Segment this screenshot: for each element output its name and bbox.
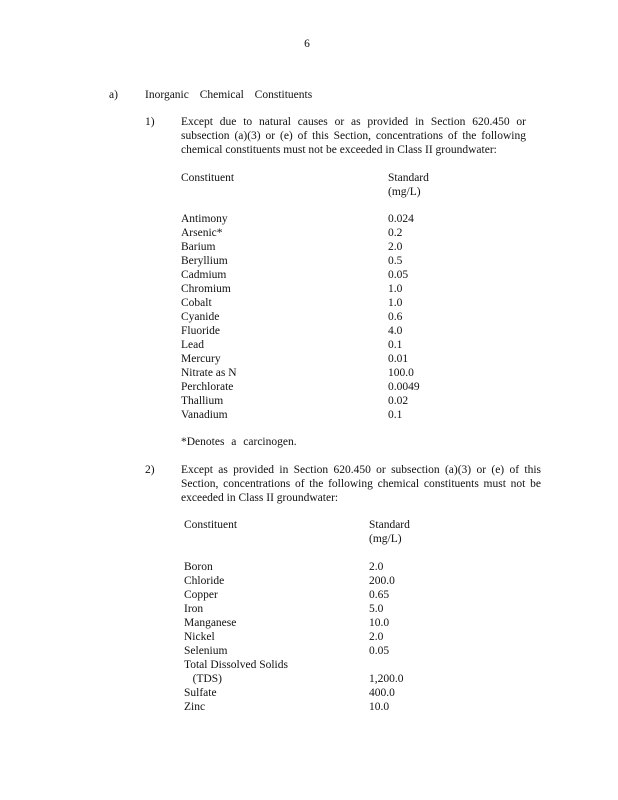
table-row	[181, 240, 441, 254]
table-row	[184, 574, 424, 588]
constituent-name: Nickel	[184, 631, 215, 643]
constituent-name: Cadmium	[181, 269, 227, 281]
standard-value: 2.0	[369, 631, 384, 643]
standard-value: 10.0	[369, 701, 390, 713]
section-label: a)	[109, 89, 118, 101]
constituent-name: Nitrate as N	[181, 367, 237, 379]
section-title: Inorganic Chemical Constituents	[145, 89, 313, 101]
item-1-number: 1)	[145, 116, 155, 128]
constituent-name: Antimony	[181, 213, 228, 225]
constituent-name: Fluoride	[181, 325, 220, 337]
table-row	[181, 212, 441, 226]
constituent-name: Total Dissolved Solids	[184, 659, 288, 671]
standard-value: 4.0	[388, 325, 403, 337]
table-row	[181, 408, 441, 422]
constituent-name: Boron	[184, 561, 213, 573]
table-row	[181, 254, 441, 268]
footnote: *Denotes a carcinogen.	[181, 436, 297, 448]
table-row	[184, 588, 424, 602]
table-2-header-constituent: Constituent	[184, 519, 238, 531]
standard-value: 400.0	[369, 687, 395, 699]
table-row	[181, 282, 441, 296]
standard-value: 100.0	[388, 367, 414, 379]
standard-value: 0.01	[388, 353, 409, 365]
table-row	[184, 644, 424, 658]
standard-value: 0.2	[388, 227, 403, 239]
table-row	[181, 352, 441, 366]
constituent-name: Chromium	[181, 283, 231, 295]
standard-value: 0.6	[388, 311, 403, 323]
page-number: 6	[304, 38, 310, 50]
standard-value: 0.0049	[388, 381, 420, 393]
table-1-header-standard: Standard	[388, 172, 429, 184]
table-row	[181, 296, 441, 310]
standard-value: 2.0	[388, 241, 403, 253]
constituent-name: Mercury	[181, 353, 221, 365]
standard-value: 0.1	[388, 339, 403, 351]
table-1-header-constituent: Constituent	[181, 172, 235, 184]
table-row	[184, 700, 424, 714]
constituent-name: Sulfate	[184, 687, 217, 699]
table-row	[181, 380, 441, 394]
standard-value: 5.0	[369, 603, 384, 615]
constituent-name: Lead	[181, 339, 204, 351]
table-2	[184, 560, 424, 714]
constituent-name: Copper	[184, 589, 218, 601]
table-2-header-unit: (mg/L)	[369, 533, 402, 545]
standard-value: 0.65	[369, 589, 390, 601]
constituent-name: Cobalt	[181, 297, 212, 309]
constituent-name: (TDS)	[184, 673, 223, 685]
table-row	[181, 226, 441, 240]
standard-value: 0.05	[369, 645, 390, 657]
standard-value: 2.0	[369, 561, 384, 573]
constituent-name: Selenium	[184, 645, 228, 657]
constituent-name: Beryllium	[181, 255, 228, 267]
table-row	[184, 658, 424, 672]
table-row	[184, 630, 424, 644]
constituent-name: Cyanide	[181, 311, 220, 323]
standard-value: 1.0	[388, 283, 403, 295]
table-row	[184, 672, 424, 686]
constituent-name: Barium	[181, 241, 216, 253]
table-row	[184, 602, 424, 616]
standard-value: 0.024	[388, 213, 414, 225]
standard-value: 1.0	[388, 297, 403, 309]
constituent-name: Perchlorate	[181, 381, 234, 393]
table-row	[181, 366, 441, 380]
item-1-text: Except due to natural causes or as provided in Section 620.450 or subsection (a)(3) or (e) of this Section, concentrations of the following chemical constituents must not be exceeded in Class II groundwater:	[181, 116, 526, 156]
table-row	[181, 338, 441, 352]
constituent-name: Manganese	[184, 617, 237, 629]
standard-value: 10.0	[369, 617, 390, 629]
table-row	[181, 310, 441, 324]
standard-value: 0.05	[388, 269, 409, 281]
standard-value: 1,200.0	[369, 673, 404, 685]
table-1-header-unit: (mg/L)	[388, 186, 421, 198]
standard-value: 0.5	[388, 255, 403, 267]
table-row	[181, 394, 441, 408]
table-2-header-standard: Standard	[369, 519, 410, 531]
table-row	[184, 616, 424, 630]
constituent-name: Vanadium	[181, 409, 228, 421]
standard-value: 0.1	[388, 409, 403, 421]
table-row	[184, 560, 424, 574]
item-2-number: 2)	[145, 464, 155, 476]
constituent-name: Iron	[184, 603, 204, 615]
item-2-text: Except as provided in Section 620.450 or subsection (a)(3) or (e) of this Section, concentrations of the following chemical constituents must not be exceeded in Class II groundwater:	[181, 464, 541, 504]
constituent-name: Chloride	[184, 575, 225, 587]
constituent-name: Thallium	[181, 395, 224, 407]
standard-value: 200.0	[369, 575, 395, 587]
table-row	[184, 686, 424, 700]
table-row	[181, 268, 441, 282]
table-1	[181, 212, 441, 422]
constituent-name: Arsenic*	[181, 227, 223, 239]
table-row	[181, 324, 441, 338]
constituent-name: Zinc	[184, 701, 206, 713]
standard-value: 0.02	[388, 395, 409, 407]
